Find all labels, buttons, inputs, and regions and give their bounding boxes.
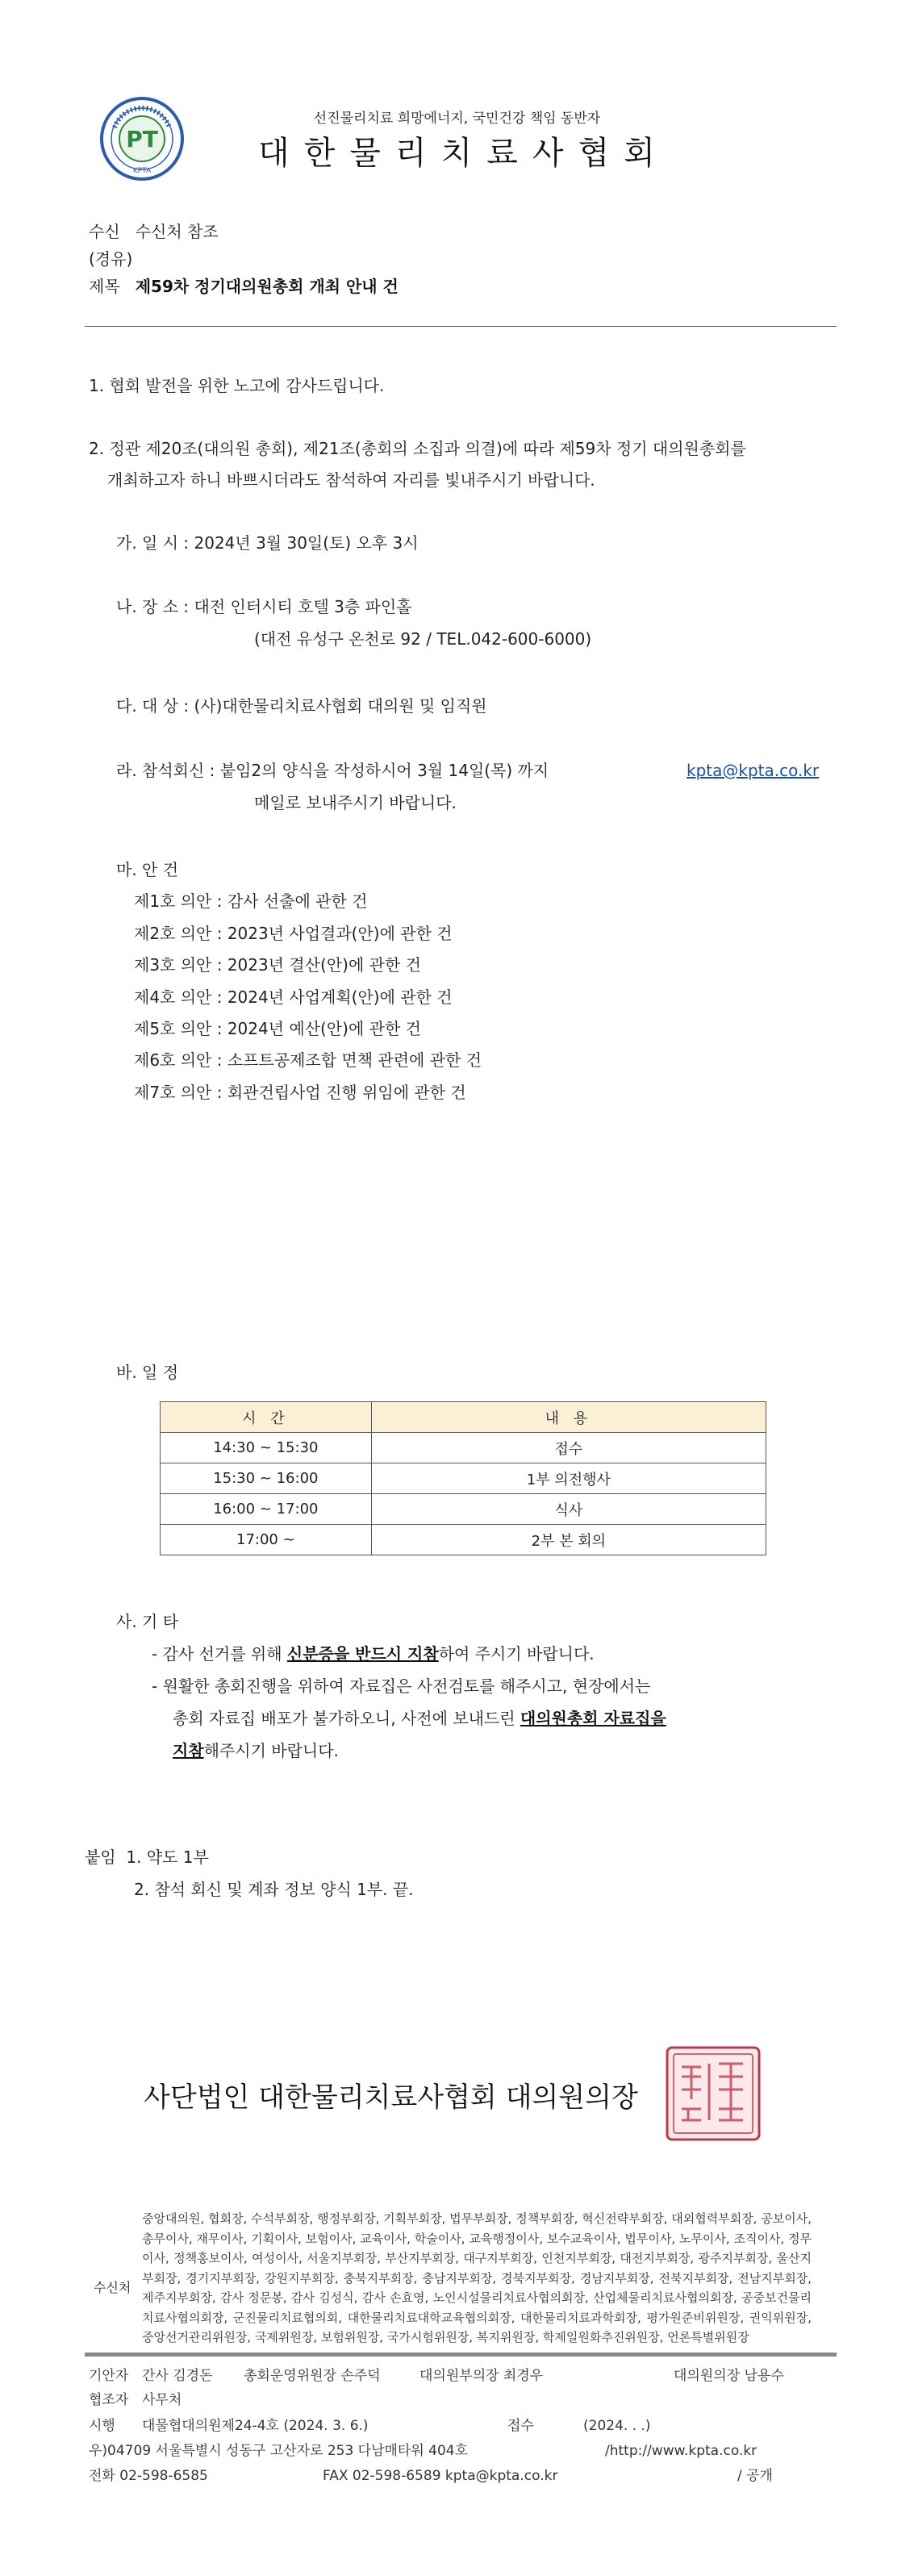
attach-label: 붙임 [85, 1847, 116, 1867]
sa1-post: 하여 주시기 바랍니다. [438, 1644, 595, 1664]
recipients-label: 수신처 [94, 2280, 131, 2295]
header-divider [85, 326, 837, 327]
paragraph-1: 1. 협회 발전을 위한 노고에 감사드립니다. [89, 376, 385, 395]
schedule-time: 14:30 ~ 15:30 [161, 1433, 372, 1463]
ra-email-link[interactable]: kpta@kpta.co.kr [687, 761, 820, 780]
item-ga [116, 531, 419, 555]
ga-label: 가. 일 시 : [116, 533, 190, 553]
exec-label: 시행 [89, 2418, 115, 2434]
sa3-post: 해주시기 바랍니다. [203, 1741, 339, 1760]
schedule-time: 16:00 ~ 17:00 [161, 1494, 372, 1525]
schedule-header-row [161, 1402, 766, 1433]
ga-value: 2024년 3월 30일(토) 오후 3시 [194, 533, 419, 553]
website-link[interactable]: /http://www.kpta.co.kr [605, 2443, 757, 2459]
ra-value2: 메일로 보내주시기 바랍니다. [254, 793, 457, 812]
receipt-label: 접수 [507, 2418, 534, 2434]
sa2-pre: 총회 자료집 배포가 불가하오니, 사전에 보내드린 [173, 1709, 520, 1728]
sa-line3 [173, 1706, 666, 1731]
item-ra [116, 758, 549, 783]
schedule-time: 17:00 ~ [161, 1525, 372, 1555]
reviewer-2: 대의원부의장 최경우 [419, 2368, 544, 2384]
exec-value: 대물협대의원제24-4호 (2024. 3. 6.) [142, 2418, 369, 2434]
sa1-bold: 신분증을 반드시 지참 [286, 1644, 439, 1664]
agenda-item: 제7호 의안 : 회관건립사업 진행 위임에 관한 건 [134, 1083, 466, 1102]
footer-divider [85, 2353, 837, 2357]
item-sa-label: 사. 기 타 [116, 1612, 179, 1631]
agenda-item: 제3호 의안 : 2023년 결산(안)에 관한 건 [134, 955, 421, 975]
sa1-pre: - 감사 선거를 위해 [152, 1644, 287, 1664]
na-value1: 대전 인터시티 호텔 3층 파인홀 [194, 597, 412, 616]
via: (경유) [89, 249, 133, 269]
official-seal-icon [664, 2044, 762, 2143]
attachment-2: 2. 참석 회신 및 계좌 정보 양식 1부. 끝. [134, 1880, 414, 1899]
slogan: 선진물리치료 희망에너지, 국민건강 책임 동반자 [313, 111, 601, 127]
fax-email: FAX 02-598-6589 kpta@kpta.co.kr [323, 2468, 558, 2484]
drafter-label: 기안자 [89, 2368, 129, 2384]
agenda-item: 제4호 의안 : 2024년 사업계획(안)에 관한 건 [134, 987, 453, 1007]
agenda-item: 제1호 의안 : 감사 선출에 관한 건 [134, 891, 368, 911]
phone: 전화 02-598-6585 [89, 2468, 208, 2484]
subject-value: 제59차 정기대의원총회 개최 안내 건 [135, 277, 399, 296]
item-ma-label: 마. 안 건 [116, 860, 179, 879]
logo-text: PT [126, 126, 158, 152]
ra-value1: 붙임2의 양식을 작성하시어 3월 14일(목) 까지 [219, 761, 549, 780]
schedule-table [160, 1401, 766, 1555]
cooperator: 사무처 [142, 2392, 182, 2408]
schedule-head-time: 시 간 [161, 1402, 372, 1433]
schedule-time: 15:30 ~ 16:00 [161, 1463, 372, 1494]
item-ba-label: 바. 일 정 [116, 1363, 179, 1382]
recipient-label: 수신 [89, 222, 120, 241]
agenda-item: 제6호 의안 : 소프트공제조합 면책 관련에 관한 건 [134, 1050, 482, 1070]
reviewer-1: 총회운영위원장 손주덕 [244, 2368, 381, 2384]
item-na [116, 595, 412, 619]
paragraph-2-line2: 개최하고자 하니 바쁘시더라도 참석하여 자리를 빛내주시기 바랍니다. [107, 470, 595, 490]
attachment-1 [85, 1845, 209, 1869]
sa2-bold: 대의원총회 자료집을 [520, 1709, 666, 1728]
drafter: 간사 김경돈 [142, 2368, 213, 2384]
da-label: 다. 대 상 : [116, 696, 190, 716]
schedule-content: 1부 의전행사 [371, 1463, 766, 1494]
table-row [161, 1463, 766, 1494]
table-row [161, 1525, 766, 1555]
agenda-item: 제5호 의안 : 2024년 예산(안)에 관한 건 [134, 1019, 421, 1038]
na-value2: (대전 유성구 온천로 92 / TEL.042-600-6000) [254, 629, 592, 649]
logo-ring-text: KPTA [132, 167, 152, 175]
schedule-content: 접수 [371, 1433, 766, 1463]
receipt-value: (2024. . .) [583, 2418, 651, 2434]
sa3-bold: 지참 [173, 1741, 204, 1760]
sa-line2: - 원활한 총회진행을 위하여 자료집은 사전검토를 해주시고, 현장에서는 [152, 1676, 651, 1696]
subject-row [89, 274, 399, 299]
ra-label: 라. 참석회신 : [116, 761, 215, 780]
item-da [116, 694, 487, 718]
schedule-content: 2부 본 회의 [371, 1525, 766, 1555]
recipients-list: 중앙대의원, 협회장, 수석부회장, 행정부회장, 기획부회장, 법무부회장, 정책부회장, 혁신전략부회장, 대외협력부회장, 공보이사, 총무이사, 재무이사, 기획이사, 보험이사, 교육이사, 학술이사, 교육행정이사, 보수교육이사, 법무이사, 노무이사, 조직이사, 정무이사, 정책홍보이사, 여성이사, 서울지부회장, 부산지부회장, 대구지부회장, 인천지부회장, 대전지부회장, 광주지부회장, 울산지부회장, 경기지부회장, 강원지부회장, 충북지부회장, 충남지부회장, 경북지부회장, 경남지부회장, 전북지부회장, 전남지부회장, 제주지부회장, 감사 정문봉, 감사 김성식, 감사 손효영, 노인시설물리치료사협의회장, 산업체물리치료사협의회장, 공중보건물리치료사협의회장, 군진물리치료협의회, 대한물리치료대학교육협의회장, 대한물리치료과학회장, 평가원준비위원장, 권익위원장, 중앙선거관리위원장, 국제위원장, 보험위원장, 국가시험위원장, 복지위원장, 학제일원화추진위원장, 언론특별위원장 [142, 2211, 812, 2344]
public-status: / 공개 [737, 2468, 773, 2484]
recipient-value: 수신처 참조 [135, 222, 219, 241]
agenda-item: 제2호 의안 : 2023년 사업결과(안)에 관한 건 [134, 924, 453, 943]
sa-line1 [152, 1642, 595, 1666]
approver: 대의원의장 남용수 [674, 2368, 784, 2384]
cooperator-label: 협조자 [89, 2392, 129, 2408]
org-name: 대한물리치료사협회 [258, 135, 670, 172]
da-value: (사)대한물리치료사협회 대의원 및 임직원 [194, 696, 487, 716]
recipient-row [89, 219, 219, 244]
sender-name: 사단법인 대한물리치료사협회 대의원의장 [144, 2081, 638, 2114]
paragraph-2-line1: 2. 정관 제20조(대의원 총회), 제21조(총회의 소집과 의결)에 따라 제59차 정기 대의원총회를 [89, 439, 746, 458]
na-label: 나. 장 소 : [116, 597, 190, 616]
subject-label: 제목 [89, 277, 120, 296]
address: 우)04709 서울특별시 성동구 고산자로 253 다남매타워 404호 [89, 2443, 469, 2459]
table-row [161, 1494, 766, 1525]
schedule-content: 식사 [371, 1494, 766, 1525]
sa-line4 [173, 1739, 339, 1763]
attach1: 1. 약도 1부 [126, 1847, 209, 1867]
schedule-head-content: 내 용 [371, 1402, 766, 1433]
table-row [161, 1433, 766, 1463]
